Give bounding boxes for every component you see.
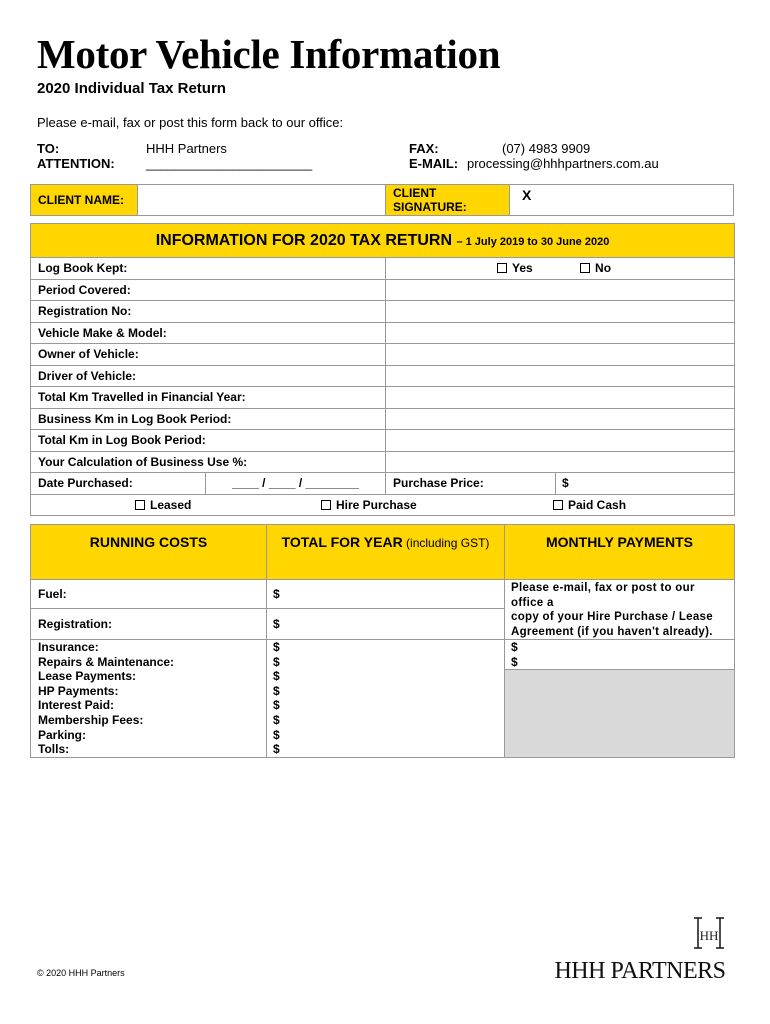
monthly-hp-dollar[interactable]: $ [511, 654, 518, 669]
log-book-no-label: No [595, 261, 612, 276]
signature-mark: X [522, 187, 532, 203]
purchase-price-label: Purchase Price: [386, 473, 556, 495]
cost-item-label: Interest Paid: [38, 698, 115, 713]
cost-item-dollar[interactable]: $ [273, 742, 280, 757]
monthly-note-line1: Please e-mail, fax or post to our office a [511, 582, 695, 609]
info-row-field[interactable] [386, 322, 735, 344]
log-book-yes[interactable] [497, 261, 533, 275]
cost-item-label: Membership Fees: [38, 712, 144, 727]
attention-label: ATTENTION: [37, 156, 115, 171]
client-signature-label-line2: SIGNATURE: [393, 200, 467, 214]
logo-text: HHH PARTNERS [554, 958, 726, 981]
total-year-note: (including GST) [406, 536, 490, 550]
logo-icon [538, 915, 743, 981]
page-subtitle: 2020 Individual Tax Return [37, 80, 226, 97]
info-heading-range: – 1 July 2019 to 30 June 2020 [456, 235, 610, 248]
cost-item-label: Parking: [38, 727, 87, 742]
date-placeholder: ____ / ____ / ________ [232, 476, 359, 491]
monthly-note-line3: Agreement (if you haven't already). [511, 625, 713, 638]
registration-total-field[interactable] [267, 608, 505, 639]
cost-item-dollar[interactable]: $ [273, 640, 280, 654]
monthly-note-cell [505, 580, 735, 640]
date-purchased-label: Date Purchased: [31, 473, 206, 495]
info-heading [31, 224, 735, 258]
email-label: E-MAIL: [409, 156, 459, 171]
monthly-note-line2: copy of your Hire Purchase / Lease [511, 611, 713, 623]
fuel-total-field[interactable] [267, 580, 505, 609]
hhh-partners-logo [538, 915, 743, 981]
cost-item-label: Lease Payments: [38, 669, 137, 684]
monthly-payments-column [505, 640, 735, 758]
info-table [30, 223, 735, 516]
cost-item-label: HP Payments: [38, 683, 119, 698]
to-value: HHH Partners [146, 141, 227, 156]
checkbox-icon[interactable] [580, 263, 590, 273]
checkbox-icon[interactable] [497, 263, 507, 273]
page-title: Motor Vehicle Information [37, 31, 501, 77]
info-row-label: Total Km Travelled in Financial Year: [31, 387, 386, 409]
client-signature-label-line1: CLIENT [393, 186, 437, 200]
info-row-label: Vehicle Make & Model: [31, 322, 386, 344]
date-purchased-field[interactable] [206, 473, 386, 495]
info-row-field[interactable] [386, 301, 735, 323]
info-row-field[interactable] [386, 451, 735, 473]
cost-items-totals[interactable] [267, 640, 505, 758]
log-book-yes-label: Yes [512, 261, 533, 276]
footer-copyright: © 2020 HHH Partners [37, 968, 125, 978]
option-hire-purchase[interactable] [321, 498, 417, 512]
cost-item-label: Insurance: [38, 640, 99, 654]
cost-item-dollar[interactable]: $ [273, 712, 280, 727]
running-costs-table [30, 524, 735, 758]
info-row-label: Business Km in Log Book Period: [31, 408, 386, 430]
fuel-label: Fuel: [31, 580, 267, 609]
registration-dollar: $ [273, 616, 280, 631]
to-label: TO: [37, 141, 60, 156]
instruction-text: Please e-mail, fax or post this form back to our office: [37, 115, 344, 130]
monthly-dollars[interactable] [505, 640, 734, 670]
client-signature-field[interactable] [510, 185, 734, 216]
info-row-label: Owner of Vehicle: [31, 344, 386, 366]
info-row-field[interactable] [386, 430, 735, 452]
hire-purchase-label: Hire Purchase [336, 497, 417, 512]
info-row-field[interactable] [386, 365, 735, 387]
monthly-shaded-area [505, 670, 734, 757]
paid-cash-label: Paid Cash [568, 497, 627, 512]
attention-value: _______________________ [146, 156, 313, 171]
option-leased[interactable] [135, 498, 191, 512]
cost-item-label: Tolls: [38, 742, 70, 757]
log-book-options [386, 258, 735, 280]
checkbox-icon[interactable] [135, 500, 145, 510]
info-row-label: Your Calculation of Business Use %: [31, 451, 386, 473]
cost-item-label: Repairs & Maintenance: [38, 654, 175, 669]
email-value: processing@hhhpartners.com.au [467, 156, 659, 171]
cost-items-labels [31, 640, 267, 758]
monthly-lease-dollar[interactable]: $ [511, 640, 518, 654]
fax-value: (07) 4983 9909 [502, 141, 591, 156]
info-heading-title: INFORMATION FOR 2020 TAX RETURN [155, 231, 452, 249]
cost-item-dollar[interactable]: $ [273, 727, 280, 742]
info-row-field[interactable] [386, 344, 735, 366]
cost-item-dollar[interactable]: $ [273, 654, 280, 669]
info-row-field[interactable] [386, 408, 735, 430]
client-signature-label [386, 185, 510, 216]
total-year-header [267, 525, 505, 580]
info-row-field[interactable] [386, 279, 735, 301]
cost-item-dollar[interactable]: $ [273, 698, 280, 713]
info-row-label: Total Km in Log Book Period: [31, 430, 386, 452]
total-year-title: TOTAL FOR YEAR [281, 534, 403, 550]
purchase-price-dollar: $ [562, 476, 569, 491]
checkbox-icon[interactable] [321, 500, 331, 510]
client-name-label: CLIENT NAME: [31, 185, 138, 216]
purchase-price-field[interactable] [556, 473, 735, 495]
cost-item-dollar[interactable]: $ [273, 669, 280, 684]
info-row-field[interactable] [386, 387, 735, 409]
checkbox-icon[interactable] [553, 500, 563, 510]
client-name-field[interactable] [138, 185, 386, 216]
running-costs-header: RUNNING COSTS [31, 525, 267, 580]
option-paid-cash[interactable] [553, 498, 626, 512]
log-book-no[interactable] [580, 261, 611, 275]
client-table [30, 184, 734, 216]
purchase-type-row [31, 494, 735, 515]
monthly-payments-header: MONTHLY PAYMENTS [505, 525, 735, 580]
log-book-label: Log Book Kept: [31, 258, 386, 280]
fuel-dollar: $ [273, 586, 280, 601]
info-row-label: Driver of Vehicle: [31, 365, 386, 387]
leased-label: Leased [150, 497, 192, 512]
logo-mark: HH [699, 928, 719, 943]
cost-item-dollar[interactable]: $ [273, 683, 280, 698]
info-row-label: Period Covered: [31, 279, 386, 301]
info-row-label: Registration No: [31, 301, 386, 323]
registration-label: Registration: [31, 608, 267, 639]
fax-label: FAX: [409, 141, 439, 156]
